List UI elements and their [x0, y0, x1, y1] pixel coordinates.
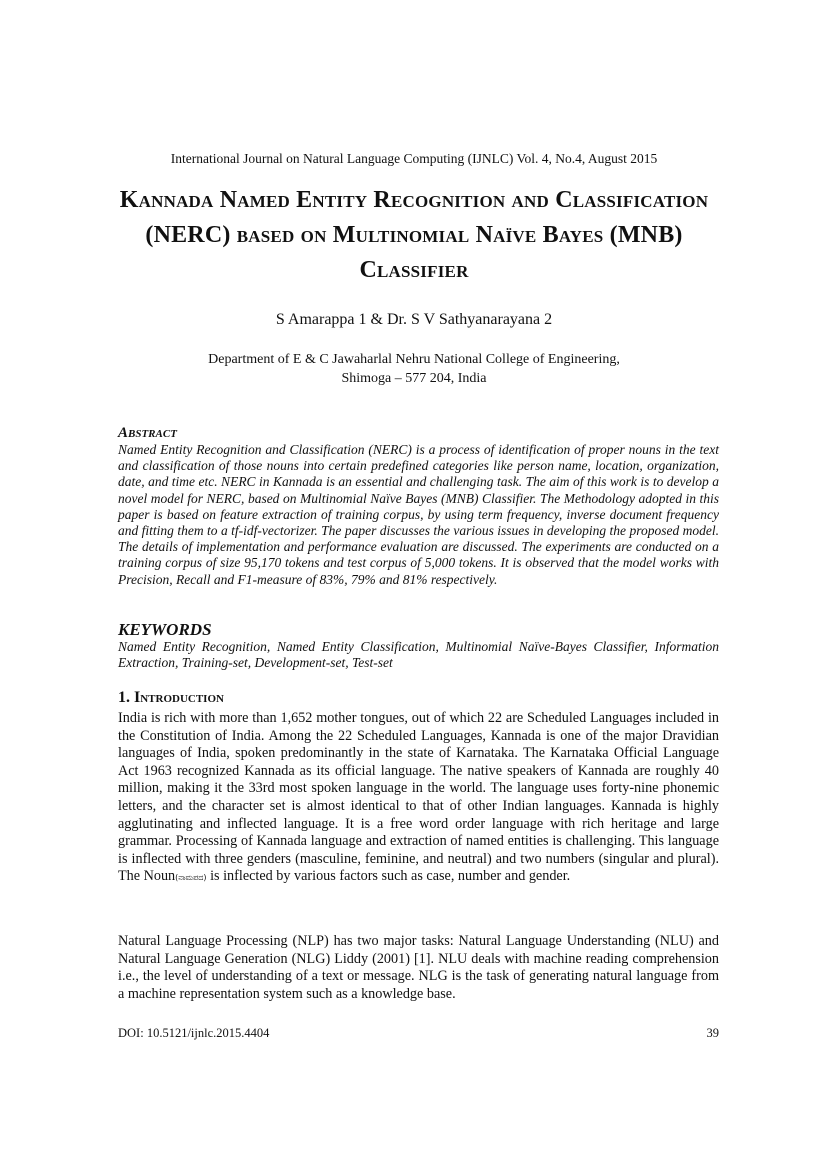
introduction-paragraph-2: Natural Language Processing (NLP) has two major tasks: Natural Language Understanding (NLU) and Natural Language Generation (NLG) Liddy (2001) [1]. NLU deals with machine reading comprehension i.e., the level of understanding of a text or message. NLG is the task of generating natural language from a machine representation system such as a knowledge base.	[118, 933, 719, 1002]
intro-p1-text: India is rich with more than 1,652 mother tongues, out of which 22 are Scheduled Languages included in the Constitution of India. Among the 22 Scheduled Languages, Kannada is one of the major Dravidian languages of India, spoken predominantly in the state of Karnataka. The Karnataka Official Language Act 1963 recognized Kannada as its official language. The native speakers of Kannada are roughly 40 million, making it the 33rd most spoken language in the world. The language uses forty-nine phonemic letters, and the character set is almost identical to that of other Indian languages. Kannada is highly agglutinating and inflected language. It is a free word order language with rich heritage and large grammar. Processing of Kannada language and extraction of named entities is challenging. This language is inflected with three genders (masculine, feminine, and neutral) and two numbers (singular and plural). The Noun	[118, 710, 719, 885]
kannada-noun-term: (ನಾಮಪದ)	[175, 873, 207, 883]
affiliation-line-2: Shimoga – 577 204, India	[341, 371, 487, 386]
introduction-paragraph-1	[118, 710, 719, 887]
abstract-text: Named Entity Recognition and Classification (NERC) is a process of identification of proper nouns in the text and classification of those nouns into certain predefined categories like person name, location, organization, date, and time etc. NERC in Kannada is an essential and challenging task. The aim of this work is to develop a novel model for NERC, based on Multinomial Naïve Bayes (MNB) Classifier. The Methodology adopted in this paper is based on feature extraction of training corpus, by using term frequency, inverse document frequency and fitting them to a tf-idf-vectorizer. The paper discusses the various issues in developing the proposed model. The details of implementation and performance evaluation are discussed. The experiments are conducted on a training corpus of size 95,170 tokens and test corpus of 5,000 tokens. It is observed that the model works with Precision, Recall and F1-measure of 83%, 79% and 81% respectively.	[118, 442, 719, 587]
keywords-heading: KEYWORDS	[118, 620, 212, 639]
page-number: 39	[706, 1026, 719, 1040]
affiliation-line-1: Department of E & C Jawaharlal Nehru National College of Engineering,	[208, 352, 620, 367]
introduction-heading: 1. Introduction	[118, 689, 224, 706]
abstract-heading: Abstract	[118, 425, 177, 441]
journal-header: International Journal on Natural Language Computing (IJNLC) Vol. 4, No.4, August 2015	[170, 151, 658, 166]
paper-title: Kannada Named Entity Recognition and Classification (NERC) based on Multinomial Naïve Bayes (MNB) Classifier	[119, 187, 709, 283]
keywords-text: Named Entity Recognition, Named Entity Classification, Multinomial Naïve-Bayes Classifier, Information Extraction, Training-set, Development-set, Test-set	[118, 639, 719, 671]
authors: S Amarappa 1 & Dr. S V Sathyanarayana 2	[275, 311, 553, 328]
footer-doi: DOI: 10.5121/ijnlc.2015.4404	[118, 1026, 270, 1040]
intro-p1-text-end: is inflected by various factors such as case, number and gender.	[206, 868, 571, 885]
affiliation	[0, 350, 828, 388]
